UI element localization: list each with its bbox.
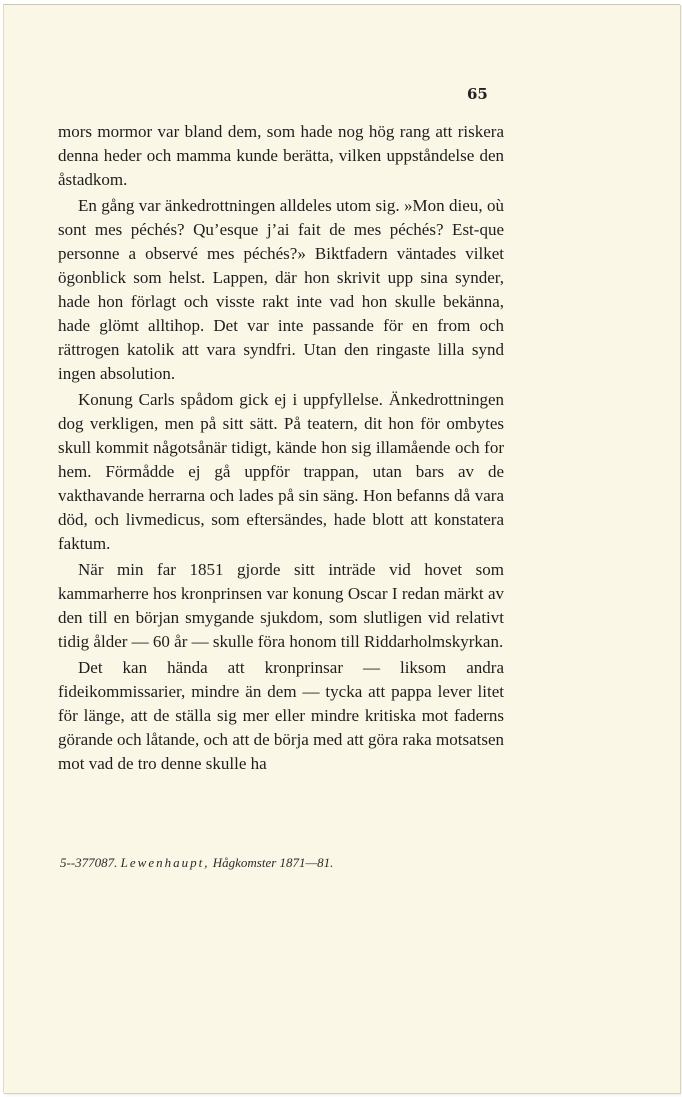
signature-code: 5--377087. xyxy=(60,855,118,870)
footer-author: Lewenhaupt, xyxy=(120,855,210,870)
paragraph: Konung Carls spådom gick ej i uppfyllelse. Änkedrottningen dog verkligen, men på sitt sätt. På teatern, dit hon för ombytes skull kommit någotsånär tidigt, kände hon sig illamående och for hem. Förmådde ej gå uppför trappan, utan bars av de vakthavande herrarna och lades på sin säng. Hon befanns då vara död, och livmedicus, som eftersändes, hade blott att konstatera faktum. xyxy=(58,390,504,553)
book-page xyxy=(3,4,680,1093)
paragraph: När min far 1851 gjorde sitt inträde vid hovet som kammarherre hos kronprinsen var konung Oscar I redan märkt av den till en början smygande sjukdom, som slutligen vid relativt tidig ålder — 60 år — skulle föra honom till Riddarholmskyrkan. xyxy=(58,560,504,651)
footer-title: Hågkomster 1871—81. xyxy=(212,855,334,870)
paragraph: Det kan hända att kronprinsar — liksom andra fideikommissarier, mindre än dem — tycka att pappa lever litet för länge, att de ställa sig mer eller mindre kritiska mot faderns görande och låtande, och att de börja med att göra raka motsatsen mot vad de tro denne skulle ha xyxy=(58,658,504,773)
page-body xyxy=(58,120,504,778)
paragraph-continuation: mors mormor var bland dem, som hade nog hög rang att riskera denna heder och mamma kunde berätta, vilken uppståndelse den åstadkom. xyxy=(58,122,504,189)
paragraph: En gång var änkedrottningen alldeles utom sig. »Mon dieu, où sont mes péchés? Qu’esque j’ai fait de mes péchés? Est-que personne a observé mes péchés?» Biktfadern väntades vilket ögonblick som helst. Lappen, där hon skrivit upp sina synder, hade hon förlagt och visste rakt inte vad hon skulle bekänna, hade glömt alltihop. Det var inte passande för en from och rättrogen katolik att vara syndfri. Utan den ringaste lilla synd ingen absolution. xyxy=(58,196,504,383)
page-number: 65 xyxy=(467,85,488,103)
printer-signature-line xyxy=(60,855,500,871)
